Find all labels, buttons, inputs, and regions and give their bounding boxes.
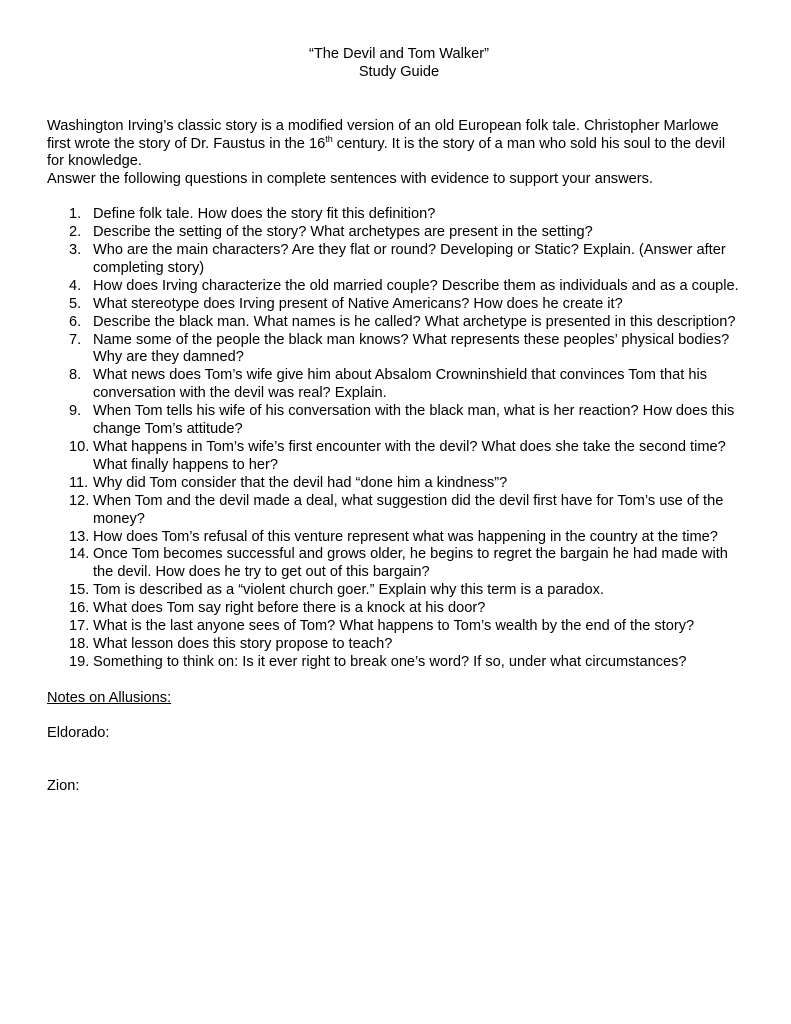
question-list: [47, 206, 747, 672]
question-text: What does Tom say right before there is a knock at his door?: [93, 600, 486, 617]
question-item: [47, 206, 747, 224]
question-item: [47, 475, 747, 493]
question-text: Tom is described as a “violent church goer.” Explain why this term is a paradox.: [93, 582, 605, 599]
intro-text-part2: century. It is the story of a man who sold his soul to the devil for knowledge.: [47, 135, 726, 170]
question-number: 18.: [69, 635, 90, 652]
question-number: 16.: [69, 600, 90, 617]
question-number: 14.: [69, 546, 90, 563]
question-number: 9.: [69, 403, 82, 420]
question-number: 3.: [69, 242, 82, 259]
question-item: [47, 403, 747, 439]
intro-superscript: th: [325, 133, 333, 144]
question-number: 11.: [69, 474, 89, 491]
question-number: 2.: [69, 224, 82, 241]
question-text: How does Irving characterize the old married couple? Describe them as individuals and as a couple.: [93, 277, 739, 294]
question-text: What stereotype does Irving present of Native Americans? How does he create it?: [93, 295, 623, 312]
question-number: 1.: [69, 206, 82, 223]
question-text: Define folk tale. How does the story fit this definition?: [93, 206, 436, 223]
question-item: [47, 296, 747, 314]
question-item: [47, 493, 747, 529]
question-item: [47, 367, 747, 403]
question-item: [47, 618, 747, 636]
question-text: How does Tom’s refusal of this venture represent what was happening in the country at the time?: [93, 528, 718, 545]
intro-paragraph: [47, 118, 743, 172]
question-number: 4.: [69, 277, 82, 294]
question-item: [47, 546, 747, 582]
question-item: [47, 636, 747, 654]
question-number: 6.: [69, 313, 82, 330]
question-number: 10.: [69, 439, 90, 455]
notes-heading: Notes on Allusions:: [47, 689, 172, 706]
question-text: Describe the setting of the story? What archetypes are present in the setting?: [93, 224, 593, 241]
question-text: What happens in Tom’s wife’s first encounter with the devil? What does she take the second time? What finally happens to her?: [93, 439, 726, 473]
intro-text-part1: Washington Irving’s classic story is a modified version of an old European folk tale. Christopher Marlowe first wrote the story of Dr. Faustus in the 16: [47, 117, 719, 152]
question-text: What lesson does this story propose to teach?: [93, 635, 393, 652]
question-number: 19.: [69, 653, 90, 670]
question-number: 12.: [69, 492, 90, 509]
question-item: [47, 600, 747, 618]
question-item: [47, 582, 747, 600]
question-item: [47, 224, 747, 242]
question-item: [47, 242, 747, 278]
question-number: 5.: [69, 295, 82, 312]
question-item: [47, 654, 747, 672]
question-item: [47, 278, 747, 296]
question-number: 13.: [69, 528, 90, 545]
question-text: Once Tom becomes successful and grows older, he begins to regret the bargain he had made with the devil. How does he try to get out of this bargain?: [93, 546, 728, 581]
question-text: Something to think on: Is it ever right to break one’s word? If so, under what circumstances?: [93, 653, 687, 670]
title-block: [51, 46, 747, 82]
question-text: Why did Tom consider that the devil had “done him a kindness”?: [93, 474, 508, 491]
allusion-eldorado: Eldorado:: [47, 724, 110, 741]
question-text: What news does Tom’s wife give him about Absalom Crowninshield that convinces Tom that his conversation with the devil was real? Explain.: [93, 367, 708, 402]
question-number: 8.: [69, 367, 82, 384]
study-guide-page: [47, 46, 747, 796]
question-number: 17.: [69, 618, 90, 635]
instructions: Answer the following questions in complete sentences with evidence to support your answers.: [47, 171, 653, 188]
question-text: When Tom tells his wife of his conversation with the black man, what is her reaction? How does this change Tom’s attitude?: [93, 403, 735, 438]
question-text: Who are the main characters? Are they flat or round? Developing or Static? Explain. (Answer after completing story): [93, 242, 726, 276]
document-title: “The Devil and Tom Walker”: [308, 46, 490, 62]
question-number: 15.: [69, 582, 90, 599]
question-text: Describe the black man. What names is he called? What archetype is presented in this description?: [93, 313, 736, 330]
question-item: [47, 332, 747, 368]
intro-section: [47, 118, 743, 190]
question-text: Name some of the people the black man knows? What represents these peoples’ physical bodies? Why are they damned?: [93, 331, 730, 366]
question-item: [47, 314, 747, 332]
document-subtitle: Study Guide: [358, 63, 440, 80]
question-item: [47, 439, 747, 475]
question-item: [47, 529, 747, 547]
allusion-zion: Zion:: [47, 777, 80, 794]
question-text: What is the last anyone sees of Tom? What happens to Tom’s wealth by the end of the story?: [93, 618, 695, 635]
question-number: 7.: [69, 331, 82, 348]
question-text: When Tom and the devil made a deal, what suggestion did the devil first have for Tom’s use of the money?: [93, 492, 724, 527]
